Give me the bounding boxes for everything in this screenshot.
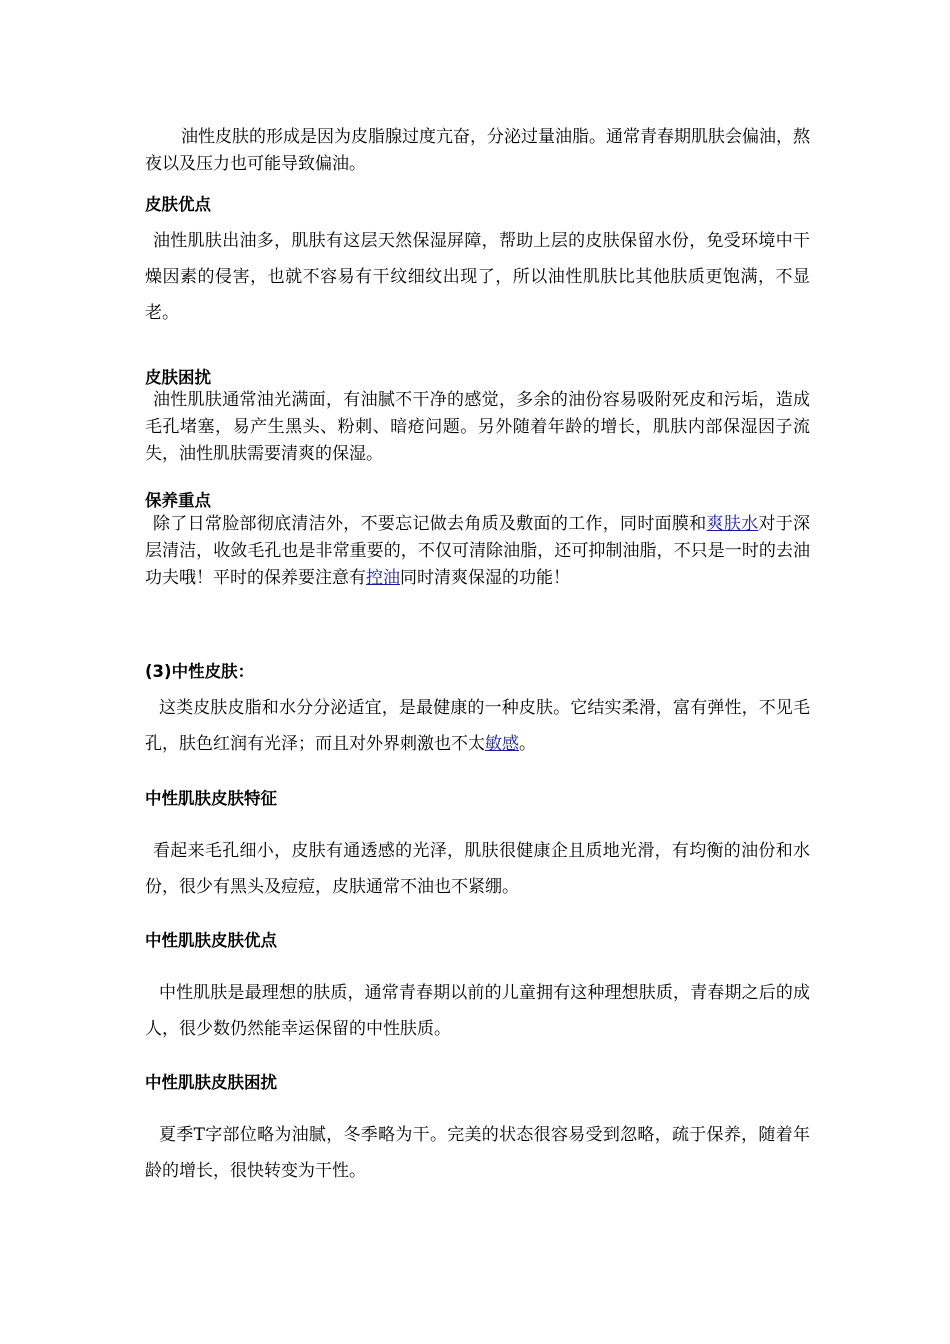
oily-intro-paragraph <box>145 124 810 178</box>
neutral-feature-heading: 中性肌肤皮肤特征 <box>145 789 277 808</box>
neutral-trouble-text: 夏季T字部位略为油腻，冬季略为干。完美的状态很容易受到忽略，疏于保养，随着年龄的增长，很快转变为干性。 <box>145 1125 810 1181</box>
neutral-skin-text-2: 。 <box>519 734 536 754</box>
neutral-trouble-paragraph <box>145 1117 810 1189</box>
oily-care-paragraph <box>145 511 810 592</box>
neutral-feature-paragraph <box>145 833 810 905</box>
neutral-feature-text: 看起来毛孔细小，皮肤有通透感的光泽，肌肤很健康企且质地光滑，有均衡的油份和水份，很少有黑头及痘痘，皮肤通常不油也不紧绷。 <box>145 841 810 897</box>
neutral-trouble-heading: 中性肌肤皮肤困扰 <box>145 1073 277 1092</box>
neutral-skin-text-1: 这类皮肤皮脂和水分分泌适宜，是最健康的一种皮肤。它结实柔滑，富有弹性，不见毛孔，肤色红润有光泽；而且对外界刺激也不太 <box>145 698 810 754</box>
oily-care-text-1: 除了日常脸部彻底清洁外，不要忘记做去角质及敷面的工作，同时面膜和 <box>153 514 707 534</box>
neutral-skin-paragraph <box>145 690 810 762</box>
oily-intro-text: 油性皮肤的形成是因为皮脂腺过度亢奋，分泌过量油脂。通常青春期肌肤会偏油，熬夜以及压力也可能导致偏油。 <box>145 127 810 174</box>
sensitive-link[interactable]: 敏感 <box>485 734 519 754</box>
neutral-advantage-text: 中性肌肤是最理想的肤质，通常青春期以前的儿童拥有这种理想肤质，青春期之后的成人，很少数仍然能幸运保留的中性肤质。 <box>145 983 810 1039</box>
oily-trouble-heading: 皮肤困扰 <box>145 368 211 387</box>
oily-trouble-text: 油性肌肤通常油光满面，有油腻不干净的感觉，多余的油份容易吸附死皮和污垢，造成毛孔堵塞，易产生黑头、粉刺、暗疮问题。另外随着年龄的增长，肌肤内部保湿因子流失，油性肌肤需要清爽的保湿。 <box>145 390 810 464</box>
oil-control-link[interactable]: 控油 <box>366 568 400 588</box>
oily-care-text-3: 同时清爽保湿的功能！ <box>400 568 570 588</box>
neutral-advantage-paragraph <box>145 975 810 1047</box>
oily-advantage-text: 油性肌肤出油多，肌肤有这层天然保湿屏障，帮助上层的皮肤保留水份，免受环境中干燥因素的侵害，也就不容易有干纹细纹出现了，所以油性肌肤比其他肤质更饱满，不显老。 <box>145 231 810 323</box>
neutral-advantage-heading: 中性肌肤皮肤优点 <box>145 931 277 950</box>
oily-trouble-paragraph <box>145 387 810 468</box>
oily-advantage-paragraph <box>145 223 810 331</box>
oily-care-heading: 保养重点 <box>145 491 211 510</box>
oily-care-text-2: 对于深层清洁，收敛毛孔也是非常重要的，不仅可清除油脂，还可抑制油脂，不只是一时的去油功夫哦！平时的保养要注意有 <box>145 514 811 588</box>
oily-advantage-heading: 皮肤优点 <box>145 195 211 214</box>
toner-link[interactable]: 爽肤水 <box>706 514 759 534</box>
neutral-skin-heading: (3)中性皮肤： <box>145 662 255 681</box>
